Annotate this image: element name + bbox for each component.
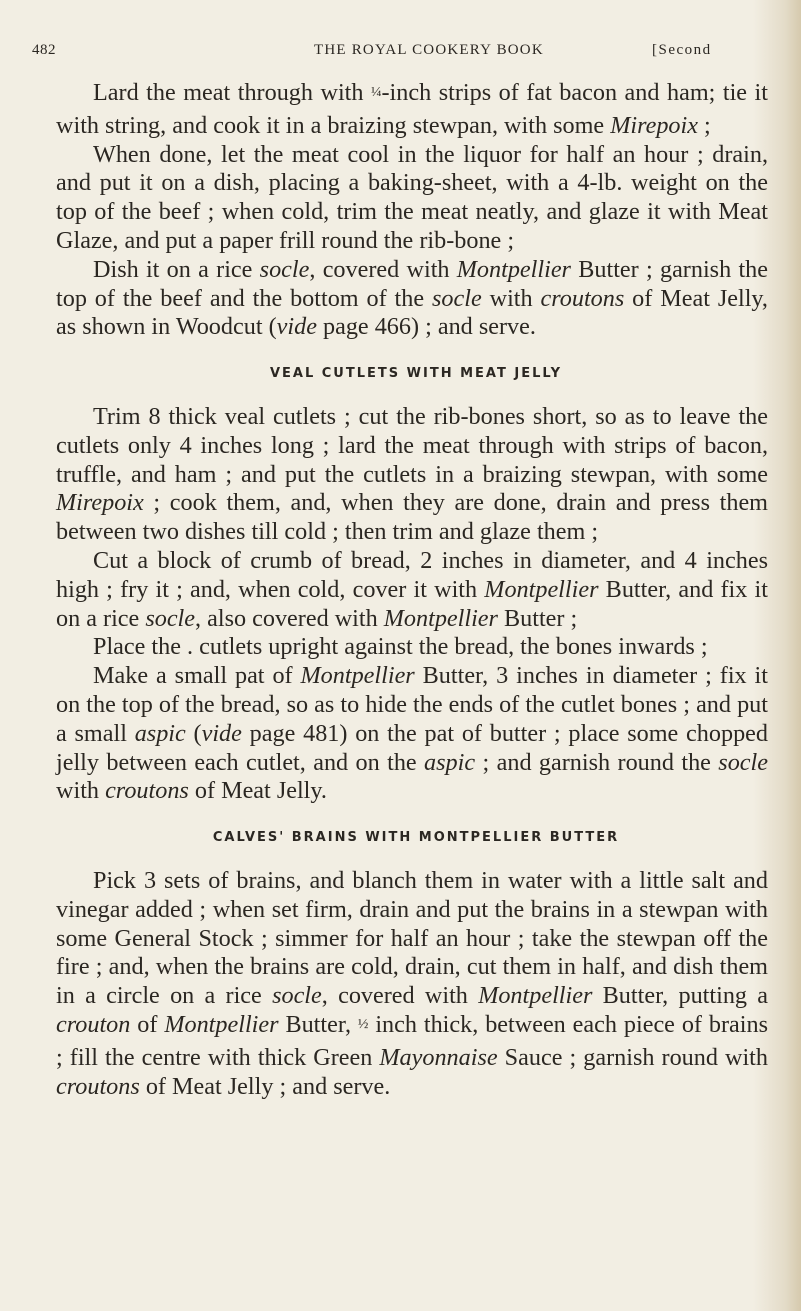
paragraph: Trim 8 thick veal cutlets ; cut the rib-bones short, so as to leave the cutlets only 4 inches long ; lard the meat through with strips of bacon, truffle, and ham ; and put the cutlets in a braizing stewpan, with some Mirepoix ; cook them, and, when they are done, drain and press them between two dishes till cold ; then trim and glaze them ; bbox=[56, 402, 768, 546]
body-text bbox=[56, 79, 768, 1101]
running-title: THE ROYAL COOKERY BOOK bbox=[314, 42, 544, 58]
paragraph: Cut a block of crumb of bread, 2 inches in diameter, and 4 inches high ; fry it ; and, when cold, cover it with Montpellier Butter, and fix it on a rice socle, also covered with Montpellier Butter ; bbox=[56, 546, 768, 632]
paragraph: Make a small pat of Montpellier Butter, 3 inches in diameter ; fix it on the top of the bread, so as to hide the ends of the cutlet bones ; and put a small aspic (vide page 481) on the pat of butter ; place some chopped jelly between each cutlet, and on the aspic ; and garnish round the socle with croutons of Meat Jelly. bbox=[56, 662, 768, 805]
paragraph: Dish it on a rice socle, covered with Montpellier Butter ; garnish the top of the beef and the bottom of the socle with croutons of Meat Jelly, as shown in Woodcut (vide page 466) ; and serve. bbox=[56, 255, 768, 341]
paragraph: Place the . cutlets upright against the bread, the bones inwards ; bbox=[93, 633, 708, 661]
paragraph: Pick 3 sets of brains, and blanch them in water with a little salt and vinegar added ; when set firm, drain and put the brains in a stewpan with some General Stock ; simmer for half an hour ; take the stewpan off the fire ; and, when the brains are cold, drain, cut them in half, and dish them in a circle on a rice socle, covered with Montpellier Butter, putting a crouton of Montpellier Butter, ½ inch thick, between each piece of brains ; fill the centre with thick Green Mayonnaise Sauce ; garnish round with croutons of Meat Jelly ; and serve. bbox=[56, 866, 769, 1100]
page-header bbox=[32, 36, 772, 64]
section-label: [Second bbox=[652, 42, 712, 58]
paragraph: When done, let the meat cool in the liquor for half an hour ; drain, and put it on a dish, placing a baking-sheet, with a 4-lb. weight on the top of the beef ; when cold, trim the meat neatly, and glaze it with Meat Glaze, and put a paper frill round the rib-bone ; bbox=[56, 140, 768, 254]
paragraph: Lard the meat through with ¼-inch strips of fat bacon and ham; tie it with string, and cook it in a braizing stewpan, with some Mirepoix ; bbox=[56, 79, 768, 139]
recipe-heading-veal-cutlets: VEAL CUTLETS WITH MEAT JELLY bbox=[269, 366, 563, 382]
recipe-heading-calves-brains: CALVES' BRAINS WITH MONTPELLIER BUTTER bbox=[212, 830, 620, 846]
page-number: 482 bbox=[32, 42, 56, 58]
